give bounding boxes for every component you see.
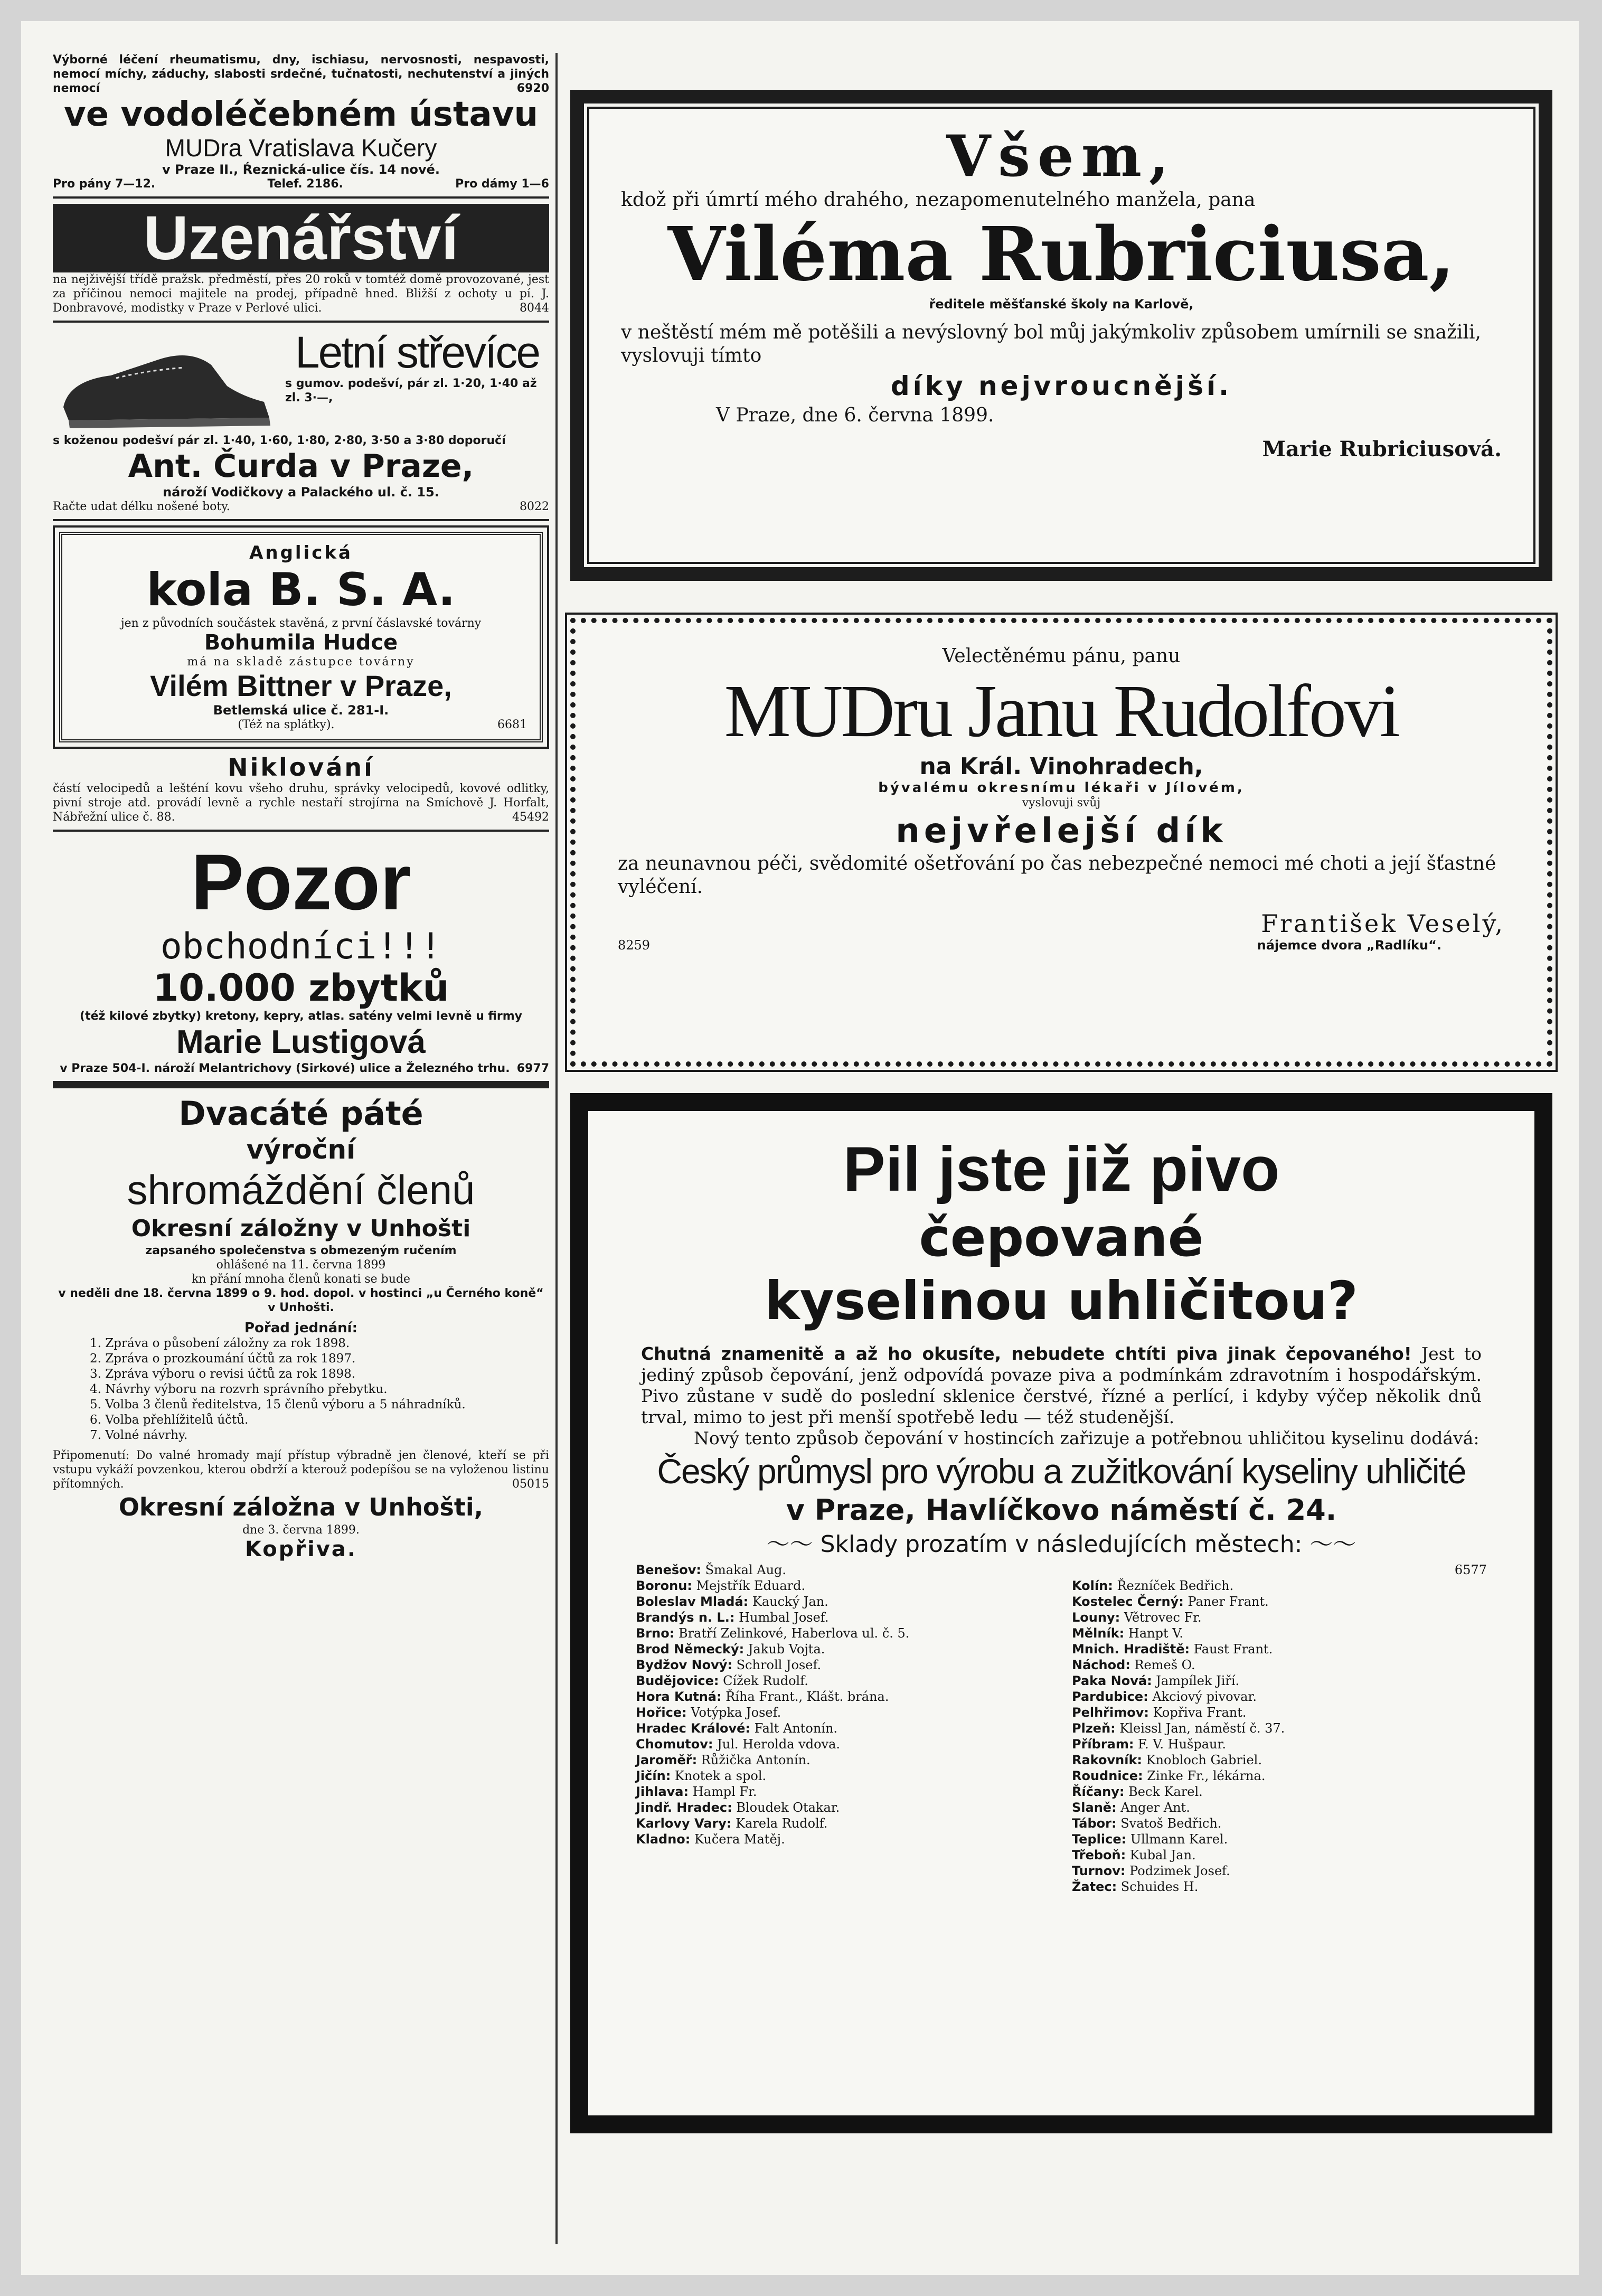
store-town: Hořice: [636,1705,687,1720]
bicycles-address: Betlemská ulice č. 281-I. [213,703,389,718]
list-item: 4. Návrhy výboru na rozvrh správního přebytku. [90,1382,388,1396]
remnants-headline: Pozor [191,838,411,926]
store-row [636,1562,1051,1578]
store-town: Turnov: [1072,1864,1126,1878]
stores-left [636,1562,1051,1895]
store-town: Třeboň: [1072,1848,1126,1862]
beer-address: v Praze, Havlíčkovo náměstí č. 24. [786,1493,1337,1527]
hydrotherapy-ad [53,53,549,191]
store-owner: Hampl Fr. [689,1784,757,1799]
mourning-date: V Praze, dne 6. června 1899. [716,404,994,426]
shoes-line2: s koženou podešví pár zl. 1·40, 1·60, 1·80, 2·80, 3·50 a 3·80 doporučí [53,434,506,447]
meeting-ad [53,1094,549,1561]
store-owner: Kučera Matěj. [690,1832,785,1847]
thanks-sig: František Veselý, [1261,909,1505,938]
store-town: Boleslav Mladá: [636,1594,749,1609]
divider [53,830,549,832]
butcher-headline: Uzenářství [53,204,549,272]
store-owner: Beck Karel. [1124,1784,1203,1799]
store-owner: Akciový pivovar. [1148,1689,1257,1704]
beer-stores [620,1562,1503,1895]
beer-num: 6577 [1454,1563,1487,1577]
store-town: Budějovice: [636,1673,719,1688]
bicycles-ad [59,532,543,742]
stores-right [1072,1562,1487,1895]
meeting-note: Připomenutí: Do valné hromady mají přístup výbradně jen členové, kteří se při vstupu vykáží povzenkou, kterou obdrží a kterouž podepíšou se na vyloženou listinu přítomných. 05015 [53,1449,549,1491]
remnants-sub: obchodníci!!! [160,926,442,967]
beer-p1: Chutná znamenitě a až ho okusíte, nebudete chtíti piva jinak čepovaného! Jest to jediný způsob čepování, jenž odpovídá povaze piva a podmínkám zdravotním i hospodářským. Pivo zůstane v sudě do poslední sklenice čerstvé, řízné a perlící, i kdyby výčep několik dnů trval, mimo to jest při menší spotřebě ledu — též studenější. [641,1343,1482,1427]
store-owner: Podzimek Josef. [1125,1864,1230,1878]
butcher-ad [53,204,549,315]
store-town: Příbram: [1072,1737,1134,1752]
store-town: Říčany: [1072,1784,1125,1799]
meeting-l8: v neděli dne 18. června 1899 o 9. hod. dopol. v hostinci „u Černého koně“ v Unhošti. [58,1287,544,1314]
store-owner: Hanpt V. [1124,1626,1183,1641]
right-column [570,90,1552,2133]
store-owner: Jakub Vojta. [744,1642,825,1657]
meeting-l7: kn přání mnoha členů konati se bude [191,1273,411,1286]
hours-line [53,177,549,191]
mourning-head: Všem, [946,123,1176,190]
store-owner: Remeš O. [1130,1658,1195,1672]
meeting-l1: Dvacáté páté [178,1094,423,1133]
divider [53,196,549,199]
beer-firm: Český průmysl pro výrobu a zužitkování kyseliny uhličité [657,1452,1466,1491]
store-town: Bydžov Nový: [636,1658,733,1672]
store-town: Louny: [1072,1610,1120,1625]
butcher-text: na nejživější třídě pražsk. předměstí, přes 20 roků v tomtéž domě provozované, jest za příčinou nemoci majitele na prodej, případně hned. Bližší z ochoty u pí. J. Donbravové, modistky v Praze v Perlové ulici. 8044 [53,273,549,315]
thanks-sig-role: nájemce dvora „Radlíku“. [1257,938,1441,953]
store-row [1072,1689,1487,1705]
store-owner: Votýpka Josef. [686,1705,781,1720]
store-town: Kolín: [1072,1578,1113,1593]
meeting-sig2: Kopřiva. [244,1537,357,1561]
divider [53,321,549,323]
store-row [1072,1720,1487,1736]
meeting-l5: zapsaného společenstva s obmezeným ručením [145,1244,457,1257]
mourning-thanks: díky nejvroucnější. [890,371,1232,401]
store-owner: Říha Frant., Klášt. brána. [721,1689,889,1704]
store-town: Kladno: [636,1832,691,1847]
store-town: Plzeň: [1072,1721,1116,1736]
store-row [636,1831,1051,1847]
hours-men: Pro pány 7—12. [53,177,156,191]
store-owner: Faust Frant. [1190,1642,1273,1657]
store-row [1072,1879,1487,1895]
store-owner: Cížek Rudolf. [719,1673,808,1688]
store-owner: Ullmann Karel. [1126,1832,1228,1847]
store-town: Chomutov: [636,1737,713,1752]
store-town: Hora Kutná: [636,1689,722,1704]
store-owner: Knotek a spol. [671,1768,767,1783]
store-row [636,1800,1051,1815]
store-row [636,1578,1051,1594]
store-town: Mnich. Hradiště: [1072,1642,1190,1657]
remnants-big: 10.000 zbytků [153,966,449,1010]
store-town: Rakovník: [1072,1753,1142,1767]
store-town: Hradec Králové: [636,1721,751,1736]
store-owner: Růžička Antonín. [697,1753,811,1767]
shoes-ad [53,328,549,514]
doctor-name: MUDra Vratislava Kučery [165,134,437,162]
store-row [1072,1673,1487,1689]
list-item: 3. Zpráva výboru o revisi účtů za rok 1898. [90,1367,356,1381]
thanks-l3: za neunavnou péči, svědomité ošetřování po čas nebezpečné nemoci mé choti a její šťastné vyléčení. [618,853,1496,898]
store-owner: Zinke Fr., lékárna. [1143,1768,1266,1783]
store-row [636,1784,1051,1800]
store-row [1072,1863,1487,1879]
nickel-text: částí velocipedů a lešténí kovu všeho druhu, správky velocipedů, kovové odlitky, pivní stroje atd. provádí levně a rychle nestaří strojírna na Smíchově J. Horfalt, Nábřežní ulice č. 88. 45492 [53,782,549,824]
store-row [636,1736,1051,1752]
store-owner: Kopřiva Frant. [1148,1705,1247,1720]
store-town: Jihlava: [636,1784,689,1799]
store-row [636,1705,1051,1720]
store-row [636,1657,1051,1673]
store-town: Roudnice: [1072,1768,1143,1783]
store-row [1072,1705,1487,1720]
store-owner: Anger Ant. [1116,1800,1190,1815]
store-town: Brandýs n. L.: [636,1610,735,1625]
store-owner: Schuides H. [1117,1879,1199,1894]
remnants-ad [53,837,549,1076]
bicycles-stock: má na skladě zástupce továrny [187,655,415,669]
store-row [1072,1831,1487,1847]
shoes-firm: Ant. Čurda v Praze, [128,448,474,485]
meeting-l2: výroční [246,1134,356,1165]
thanks-name: MUDru Janu Rudolfovi [724,669,1399,752]
flourish-right-icon: 〜〜 [1309,1531,1356,1558]
store-town: Pelhřimov: [1072,1705,1149,1720]
store-owner: Humbal Josef. [734,1610,829,1625]
store-town: Kostelec Černý: [1072,1594,1184,1609]
thanks-l2: vyslovuji svůj [1022,796,1101,810]
hydrotherapy-address: v Praze II., Ŕeznická-ulice čís. 14 nové. [162,162,440,177]
mourning-l2: v neštěstí mém mě potěšili a nevýslovný bol můj jakýmkoliv způsobem umírnili se snažili, vyslovuji tímto [621,322,1481,366]
store-town: Brod Německý: [636,1642,745,1657]
store-owner: Kleissl Jan, náměstí č. 37. [1115,1721,1285,1736]
store-owner: Falt Antonín. [750,1721,838,1736]
store-row [636,1815,1051,1831]
column-divider [555,53,558,2244]
store-owner: Jampílek Jiří. [1152,1673,1240,1688]
bicycles-dealer: Vilém Bittner v Praze, [150,669,452,702]
remnants-address: v Praze 504-I. nároží Melantrichovy (Sirkové) ulice a Železného trhu. 6977 [60,1062,549,1075]
nickel-ad [53,753,549,824]
store-town: Náchod: [1072,1658,1130,1672]
store-town: Jičín: [636,1768,671,1783]
phone: Telef. 2186. [267,177,343,191]
meeting-l4: Okresní záložny v Unhošti [131,1215,471,1242]
store-row [1072,1768,1487,1784]
store-town: Mělník: [1072,1626,1125,1641]
store-owner: Mejstřík Eduard. [692,1578,806,1593]
bicycles-headline: kola B. S. A. [146,563,456,616]
store-row [1072,1815,1487,1831]
thanks-num: 8259 [618,938,651,953]
store-town: Jindř. Hradec: [636,1800,732,1815]
store-row [636,1720,1051,1736]
list-item: 2. Zpráva o prozkoumání účtů za rok 1897. [90,1352,356,1366]
meeting-program-title: Pořad jednání: [244,1320,357,1336]
store-row [636,1625,1051,1641]
store-owner: Řezníček Bedřich. [1113,1578,1234,1593]
store-town: Pardubice: [1072,1689,1148,1704]
mourning-sig: Marie Rubriciusová. [1262,437,1502,462]
store-row [1072,1800,1487,1815]
list-item: 6. Volba přehlížitelů účtů. [90,1413,249,1427]
store-row [636,1594,1051,1610]
store-town: Žatec: [1072,1879,1117,1894]
nickel-headline: Niklování [228,753,374,782]
store-row [1072,1784,1487,1800]
store-row [636,1641,1051,1657]
beer-stores-title: 〜〜 Sklady prozatím v následujících městech: 〜〜 [766,1531,1356,1558]
bicycles-top: Anglická [249,542,353,563]
left-column [53,53,549,1567]
store-town: Boronu: [636,1578,692,1593]
store-town: Slaně: [1072,1800,1117,1815]
store-row [636,1673,1051,1689]
store-owner: Svatoš Bedřich. [1116,1816,1222,1831]
meeting-date: dne 3. června 1899. [242,1523,360,1537]
meeting-sig1: Okresní záložna v Unhošti, [118,1493,484,1521]
store-owner: F. V. Hušpaur. [1134,1737,1226,1752]
bicycles-note: (Též na splátky). 6681 [238,718,527,731]
store-owner: Paner Frant. [1183,1594,1269,1609]
mourning-name: Viléma Rubriciusa, [667,211,1455,298]
remnants-text: (též kilové zbytky) kretony, kepry, atlas. satény velmi levně u firmy [80,1010,522,1023]
store-owner: Šmakal Aug. [701,1563,787,1577]
shoes-note: Račte udat délku nošené boty. 8022 [53,500,549,513]
divider [53,519,549,521]
store-row [1072,1657,1487,1673]
bicycles-text: jen z původních součástek stavěná, z první čáslavské továrny [120,617,482,630]
thanks-l1: Velectěnému pánu, panu [942,645,1181,667]
store-owner: Karela Rudolf. [731,1816,828,1831]
store-row [636,1768,1051,1784]
shoes-line1: s gumov. podešví, pár zl. 1·20, 1·40 až zl. 3·—, [285,377,537,404]
beer-p2: Nový tento způsob čepování v hostincích zařizuje a potřebnou uhličitou kyselinu dodává: [694,1428,1480,1448]
store-town: Brno: [636,1626,675,1641]
store-owner: Schroll Josef. [732,1658,822,1672]
store-owner: Jul. Herolda vdova. [713,1737,841,1752]
store-row [1072,1625,1487,1641]
store-owner: Bratří Zelinkové, Haberlova ul. č. 5. [674,1626,910,1641]
mourning-l1: kdož při úmrtí mého drahého, nezapomenutelného manžela, pana [621,189,1256,211]
mourning-role: ředitele měšťanské školy na Karlově, [929,297,1194,312]
store-row [1072,1578,1487,1594]
hours-women: Pro dámy 1—6 [455,177,549,191]
flourish-left-icon: 〜〜 [766,1531,813,1558]
store-town: Teplice: [1072,1832,1127,1847]
store-owner: Kubal Jan. [1126,1848,1196,1862]
shoes-headline: Letní střevíce [295,327,540,377]
store-town: Benešov: [636,1563,701,1577]
store-row [1072,1847,1487,1863]
thanks-headline: nejvřelejší dík [896,812,1227,851]
shoe-illustration [53,328,280,434]
beer-l3: kyselinou uhličitou? [765,1270,1358,1332]
store-owner: Větrovec Fr. [1120,1610,1202,1625]
beer-ad [570,1093,1552,2133]
store-town: Paka Nová: [1072,1673,1152,1688]
store-row [636,1752,1051,1768]
mourning-notice [570,90,1552,581]
newspaper-page [21,21,1579,2275]
store-row [1072,1736,1487,1752]
store-town: Jaroměř: [636,1753,698,1767]
store-owner: Bloudek Otakar. [732,1800,840,1815]
list-item: 7. Volné návrhy. [90,1428,188,1442]
store-row [1072,1752,1487,1768]
list-item: 5. Volba 3 členů ředitelstva, 15 členů výboru a 5 náhradníků. [90,1398,466,1412]
list-item: 1. Zpráva o působení záložny za rok 1898. [90,1337,350,1350]
store-owner: Knobloch Gabriel. [1142,1753,1262,1767]
beer-l2: čepované [919,1207,1204,1268]
store-row [1072,1610,1487,1625]
meeting-l6: ohlášené na 11. června 1899 [216,1258,386,1272]
shoes-address: nároží Vodičkovy a Palackého ul. č. 15. [163,485,439,500]
divider [53,1081,549,1088]
store-row [636,1689,1051,1705]
store-town: Tábor: [1072,1816,1117,1831]
thanks-place: na Král. Vinohradech, [919,753,1203,780]
store-owner: Kaucký Jan. [748,1594,828,1609]
store-row [1072,1594,1487,1610]
thanks-notice [570,618,1552,1067]
thanks-role: bývalému okresnímu lékaři v Jílovém, [878,780,1245,796]
hydrotherapy-headline: ve vodoléčebném ústavu [63,95,539,134]
remnants-firm: Marie Lustigová [176,1024,426,1060]
meeting-program [53,1336,549,1443]
bicycles-maker: Bohumila Hudce [204,631,398,655]
store-row [1072,1641,1487,1657]
store-town: Karlovy Vary: [636,1816,732,1831]
store-row [636,1610,1051,1625]
beer-l1: Pil jste již pivo [843,1134,1280,1205]
hydrotherapy-text: Výborné léčení rheumatismu, dny, ischiasu, nervosnosti, nespavosti, nemocí míchy, záduchy, slabosti srdečné, tučnatosti, nechutenství a jiných nemocí 6920 [53,53,549,95]
meeting-l3: shromáždění členů [127,1166,475,1213]
